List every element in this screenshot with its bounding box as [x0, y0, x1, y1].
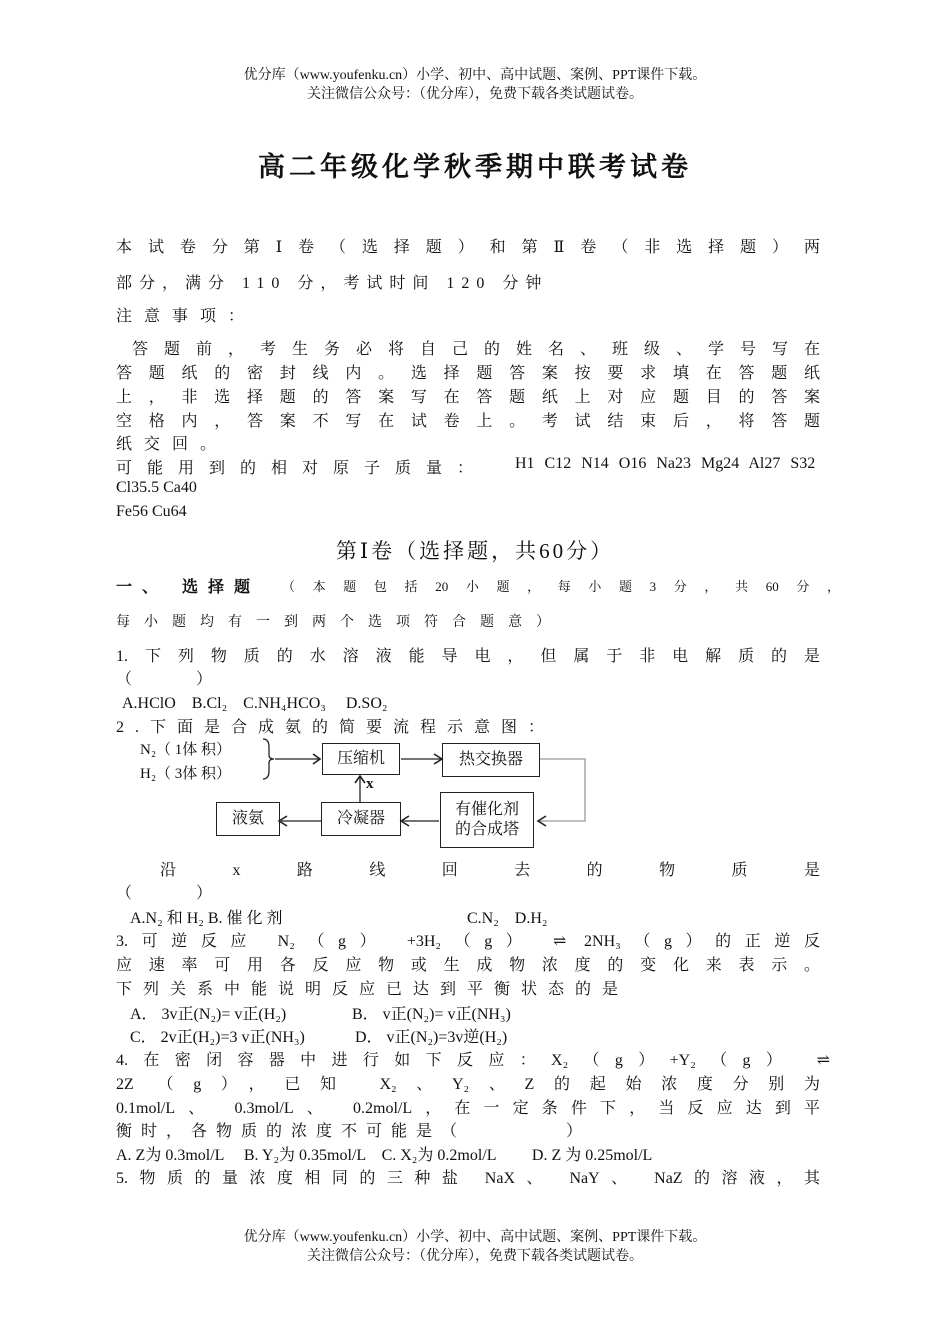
- section-instruction-label: 一、 选择题: [116, 579, 261, 596]
- question-2-options-ab: A.N₂ 和 H₂ B. 催 化 剂: [130, 910, 283, 927]
- notice-line: 空格内，答案不写在试卷上。考试结束后，将答题: [116, 413, 820, 430]
- question-2-options-cd: C.N₂ D.H₂: [467, 910, 548, 927]
- question-3-option-d: D． v正(N₂)=3v逆(H₂): [355, 1029, 508, 1046]
- question-4-line-2: 2Z （g），已知 X₂、Y₂、Z的起始浓度分别为: [116, 1076, 820, 1093]
- section-title: 第Ⅰ卷（选择题，共60分）: [335, 539, 615, 563]
- page-title: 高二年级化学秋季期中联考试卷: [258, 152, 692, 182]
- x-route-label: x: [366, 776, 374, 792]
- question-4-line-1: 4.在密闭容器中进行如下反应：X₂（g）+Y₂（g） ⇌: [116, 1052, 830, 1069]
- question-5-line-1: 5.物质的量浓度相同的三种盐 NaX、 NaY、 NaZ的溶液，其: [116, 1170, 820, 1187]
- question-2-ask: 沿 x 路 线 回 去 的 物 质 是: [160, 862, 820, 879]
- header-line-1: 优分库（www.youfenku.cn）小学、初中、高中试题、案例、PPT课件下载。: [243, 68, 707, 83]
- atomic-mass-label: 可能用到的相对原子质量：: [116, 460, 489, 477]
- header-line-2: 关注微信公众号：（优分库），免费下载各类试题试卷。: [307, 87, 643, 102]
- section-instruction-2: 每小题均有一到两个选项符合题意）: [116, 615, 564, 630]
- liquid-ammonia-box: 液氨: [216, 802, 280, 836]
- feed-h2: H₂（ 3体 积）: [140, 766, 232, 782]
- synthesis-tower-label-1: 有催化剂: [454, 801, 519, 818]
- question-3-option-c: C． 2v正(H₂)=3 v正(NH₃): [130, 1029, 305, 1046]
- question-3-line-2: 应速率可用各反应物或生成物浓度的变化来表示。: [116, 957, 820, 974]
- condenser-box: 冷凝器: [321, 802, 401, 836]
- compressor-box: 压缩机: [322, 743, 400, 775]
- question-1-paren: （ ）: [116, 671, 213, 688]
- atomic-mass-values-2: Cl35.5 Ca40: [116, 479, 197, 496]
- question-3-line-1: 3.可逆反应 N₂（g） +3H₂（g） ⇌ 2NH₃（g）的正逆反: [116, 933, 820, 950]
- question-4-options: A. Z为 0.3mol/L B. Y₂为 0.35mol/L C. X₂为 0.2mol/L D. Z 为 0.25mol/L: [116, 1147, 653, 1164]
- intro-line-1: 本试卷分第Ⅰ卷（选择题）和第Ⅱ卷（非选择题）两: [116, 239, 820, 256]
- footer-line-1: 优分库（www.youfenku.cn）小学、初中、高中试题、案例、PPT课件下载。: [243, 1230, 707, 1245]
- synthesis-tower-label-2: 的合成塔: [454, 821, 519, 838]
- question-2-paren: （ ）: [116, 885, 213, 902]
- question-3-option-b: B． v正(N₂)= v正(NH₃): [352, 1006, 511, 1023]
- intro-line-2: 部分，满分 110 分，考试时间 120 分钟: [116, 275, 549, 292]
- question-1-options: A.HClO B.Cl₂ C.NH₄HCO₃ D.SO₂: [122, 695, 388, 712]
- notice-line: 答题纸的密封线内。选择题答案按要求填在答题纸: [116, 365, 820, 382]
- feed-n2: N₂（ 1体 积）: [140, 742, 232, 758]
- atomic-mass-values-3: Fe56 Cu64: [116, 503, 187, 520]
- footer-line-2: 关注微信公众号：（优分库），免费下载各类试题试卷。: [307, 1249, 643, 1264]
- question-3-option-a: A． 3v正(N₂)= v正(H₂): [130, 1006, 287, 1023]
- synthesis-tower-box: [440, 792, 534, 848]
- question-1-stem: 1.下列物质的水溶液能导电，但属于非电解质的是: [116, 648, 820, 665]
- question-4-line-4: 衡时，各物质的浓度不可能是（ ）: [116, 1123, 592, 1140]
- notice-label: 注意事项：: [116, 308, 257, 325]
- question-3-line-3: 下列关系中能说明反应已达到平衡状态的是: [116, 981, 630, 998]
- heat-exchanger-box: 热交换器: [442, 743, 540, 777]
- question-2-stem: 2.下面是合成氨的简要流程示意图：: [116, 719, 556, 736]
- atomic-mass-values: H1 C12 N14 O16 Na23 Mg24 Al27 S32: [515, 455, 816, 472]
- notice-line: 上，非选择题的答案写在答题纸上对应题目的答案: [116, 389, 820, 406]
- notice-line: 答题前，考生务必将自己的姓名、班级、学号写在: [132, 341, 820, 358]
- flow-arrows: [255, 735, 595, 845]
- section-instruction: （本题包括20小题，每小题3分，共60分，: [282, 579, 840, 594]
- notice-line: 纸交回。: [116, 436, 229, 453]
- question-4-line-3: 0.1mol/L、 0.3mol/L、 0.2mol/L，在一定条件下，当反应达到平: [116, 1100, 820, 1117]
